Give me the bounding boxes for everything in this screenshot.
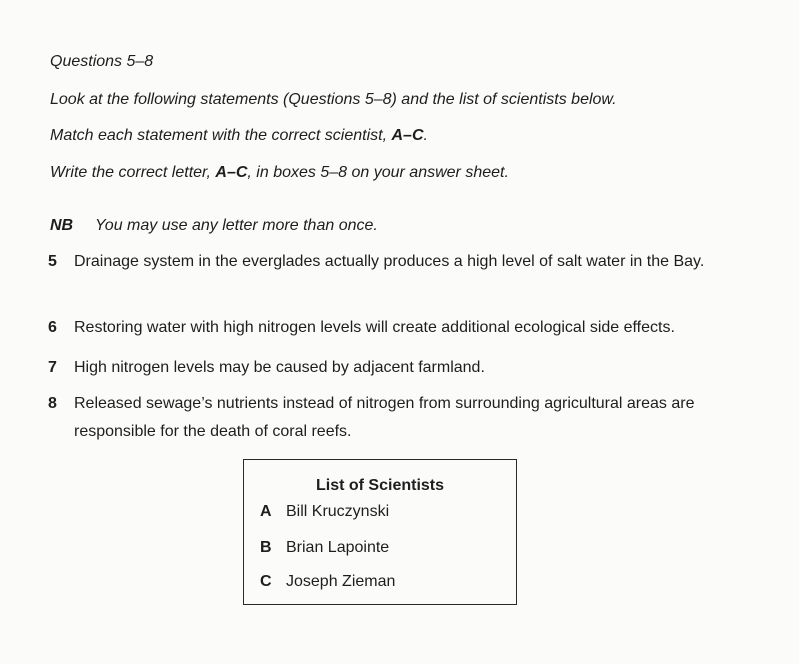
nb-note bbox=[50, 217, 378, 235]
scientist-item bbox=[260, 503, 389, 521]
scientist-item bbox=[260, 573, 395, 591]
question-number: 5 bbox=[48, 253, 57, 270]
question-text: Restoring water with high nitrogen levels will create additional ecological side effects. bbox=[74, 319, 675, 336]
scientist-letter: C bbox=[260, 573, 272, 590]
question-text: High nitrogen levels may be caused by adjacent farmland. bbox=[74, 359, 485, 376]
nb-label: NB bbox=[50, 217, 74, 234]
instruction-line-3 bbox=[50, 164, 509, 182]
scientist-letter: A bbox=[260, 503, 272, 520]
instruction-line-3-range: A–C bbox=[215, 164, 248, 181]
scientist-name: Brian Lapointe bbox=[286, 539, 390, 556]
scientist-item bbox=[260, 539, 389, 557]
question-number: 7 bbox=[48, 359, 57, 376]
instruction-line-2 bbox=[50, 127, 428, 145]
question-text: Drainage system in the everglades actually produces a high level of salt water in the Bay. bbox=[74, 253, 705, 270]
question-number: 6 bbox=[48, 319, 57, 336]
scientists-list-title: List of Scientists bbox=[315, 477, 445, 494]
instruction-line-2-range: A–C bbox=[391, 127, 424, 144]
nb-text: You may use any letter more than once. bbox=[95, 217, 378, 234]
scientists-list-box bbox=[243, 459, 517, 605]
instruction-line-3-post: , in boxes 5–8 on your answer sheet. bbox=[247, 164, 509, 181]
scientist-letter: B bbox=[260, 539, 272, 556]
instruction-line-3-pre: Write the correct letter, bbox=[50, 164, 216, 181]
instruction-line-2-pre: Match each statement with the correct scientist, bbox=[50, 127, 392, 144]
instruction-line-1: Look at the following statements (Questions 5–8) and the list of scientists below. bbox=[50, 91, 617, 108]
scientist-name: Joseph Zieman bbox=[286, 573, 396, 590]
scientist-name: Bill Kruczynski bbox=[286, 503, 390, 520]
question-number: 8 bbox=[48, 395, 57, 412]
instruction-line-2-post: . bbox=[423, 127, 428, 144]
question-text: Released sewage’s nutrients instead of nitrogen from surrounding agricultural areas are responsible for the death of coral reefs. bbox=[74, 395, 695, 440]
section-title: Questions 5–8 bbox=[50, 53, 154, 70]
